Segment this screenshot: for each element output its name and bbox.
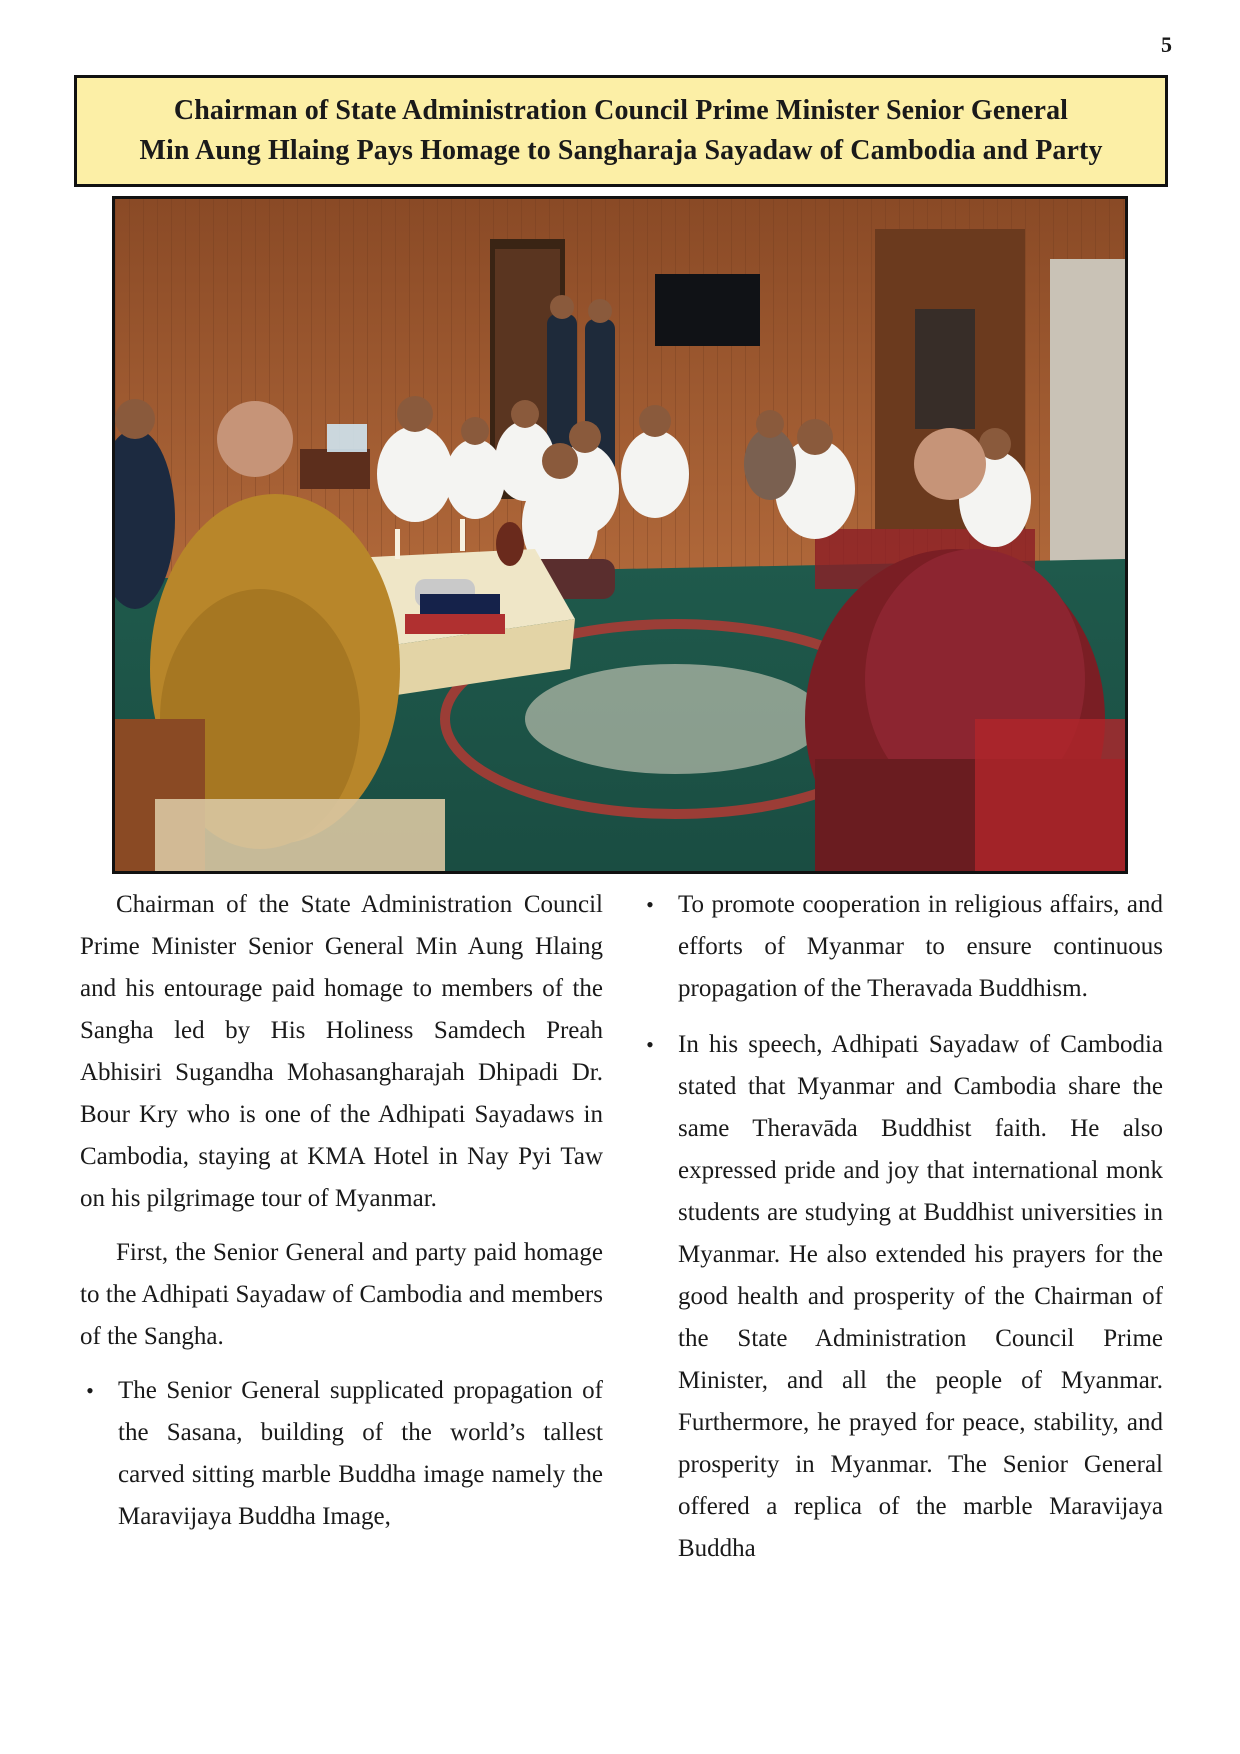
photo-illustration (115, 199, 1125, 871)
buddha-statue (496, 522, 524, 566)
news-photo (112, 196, 1128, 874)
wall-tv (655, 274, 760, 346)
curtain (1050, 259, 1125, 579)
left-bullet-list (80, 1370, 603, 1538)
right-column (640, 884, 1163, 1570)
right-bullet-list (640, 884, 1163, 1570)
homage-paragraph: First, the Senior General and party paid homage to the Adhipati Sayadaw of Cambodia and members of the Sangha. (80, 1239, 603, 1350)
bullet-text: In his speech, Adhipati Sayadaw of Cambodia stated that Myanmar and Cambodia share the same Theravāda Buddhist faith. He also expressed pride and joy that international monk students are studying at Buddhist universities in Myanmar. He also extended his prayers for the good health and prosperity of the Chairman of the State Administration Council Prime Minister, and all the people of Myanmar. Furthermore, he prayed for peace, stability, and prosperity in Myanmar. The Senior General offered a replica of the marble Maravijaya Buddha (678, 1031, 1163, 1562)
headline-line-2: Min Aung Hlaing Pays Homage to Sangharaja Sayadaw of Cambodia and Party (139, 135, 1103, 166)
water-bottles (327, 424, 367, 452)
bullet-icon: • (646, 1032, 654, 1057)
bullet-item (640, 1024, 1163, 1570)
chair (155, 799, 445, 871)
bullet-item (640, 884, 1163, 1010)
bullet-icon: • (86, 1378, 94, 1403)
left-column (80, 884, 603, 1538)
intro-paragraph: Chairman of the State Administration Council Prime Minister Senior General Min Aung Hlaing and his entourage paid homage to members of the Sangha led by His Holiness Samdech Preah Abhisiri Sugandha Mohasangharajah Dhipadi Dr. Bour Kry who is one of the Adhipati Sayadaws in Cambodia, staying at KMA Hotel in Nay Pyi Taw on his pilgrimage tour of Myanmar. (80, 891, 603, 1212)
bullet-text: To promote cooperation in religious affairs, and efforts of Myanmar to ensure continuous propagation of the Theravada Buddhism. (678, 891, 1163, 1002)
bullet-text: The Senior General supplicated propagation of the Sasana, building of the world’s tallest carved sitting marble Buddha image namely the Maravijaya Buddha Image, (118, 1377, 603, 1530)
headline-box (74, 75, 1168, 187)
page-number: 5 (1161, 32, 1172, 57)
bullet-item (80, 1370, 603, 1538)
headline-line-1: Chairman of State Administration Council Prime Minister Senior General (173, 95, 1069, 126)
bullet-icon: • (646, 892, 654, 917)
